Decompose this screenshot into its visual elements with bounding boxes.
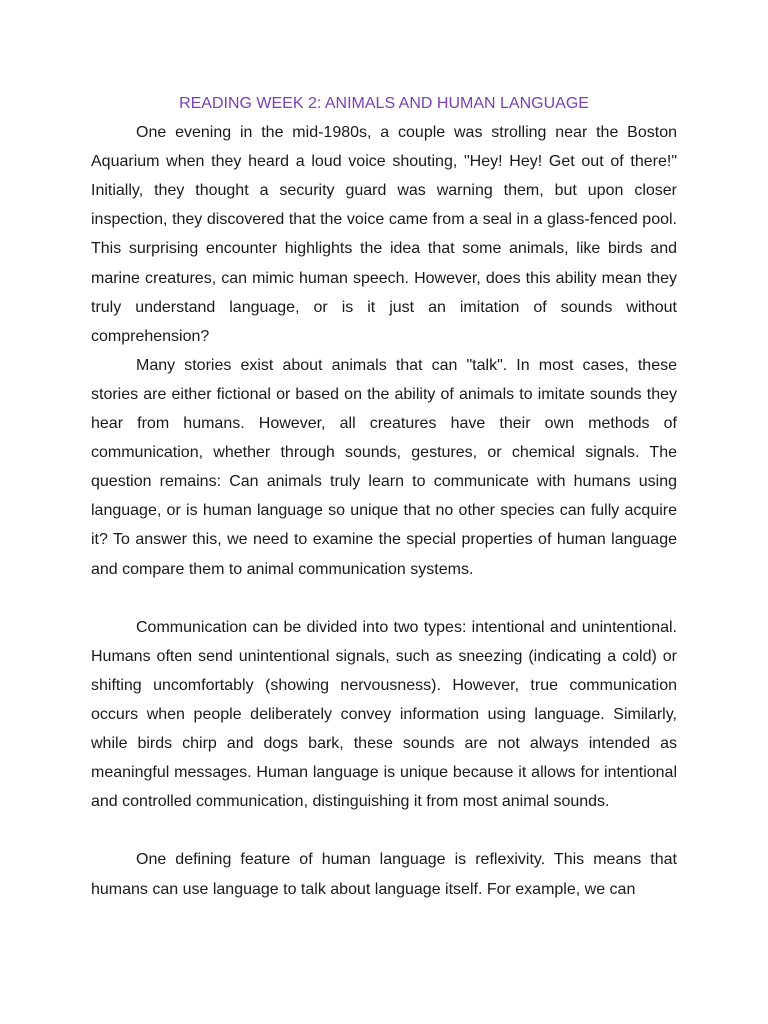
paragraph-spacer <box>91 816 677 845</box>
paragraph-spacer <box>91 584 677 613</box>
paragraph-talking-animals: Many stories exist about animals that can "talk". In most cases, these stories are either fictional or based on the ability of animals to imitate sounds they hear from humans. However, all creatures have their own methods of communication, whether through sounds, gestures, or chemical signals. The question remains: Can animals truly learn to communicate with humans using language, or is human language so unique that no other species can fully acquire it? To answer this, we need to examine the special properties of human language and compare them to animal communication systems. <box>91 356 677 578</box>
document-title: READING WEEK 2: ANIMALS AND HUMAN LANGUAGE <box>179 95 589 112</box>
paragraph-communication-types: Communication can be divided into two types: intentional and unintentional. Humans often send unintentional signals, such as sneezing (indicating a cold) or shifting uncomfortably (showing nervousness). However, true communication occurs when people deliberately convey information using language. Similarly, while birds chirp and dogs bark, these sounds are not always intended as meaningful messages. Human language is unique because it allows for intentional and controlled communication, distinguishing it from most animal sounds. <box>91 618 677 811</box>
document-body <box>91 89 677 904</box>
paragraph-seal-encounter: One evening in the mid-1980s, a couple was strolling near the Boston Aquarium when they heard a loud voice shouting, "Hey! Hey! Get out of there!" Initially, they thought a security guard was warning them, but upon closer inspection, they discovered that the voice came from a seal in a glass-fenced pool. This surprising encounter highlights the idea that some animals, like birds and marine creatures, can mimic human speech. However, does this ability mean they truly understand language, or is it just an imitation of sounds without comprehension? <box>91 124 677 345</box>
paragraph-reflexivity: One defining feature of human language is reflexivity. This means that humans can use language to talk about language itself. For example, we can <box>91 851 677 898</box>
